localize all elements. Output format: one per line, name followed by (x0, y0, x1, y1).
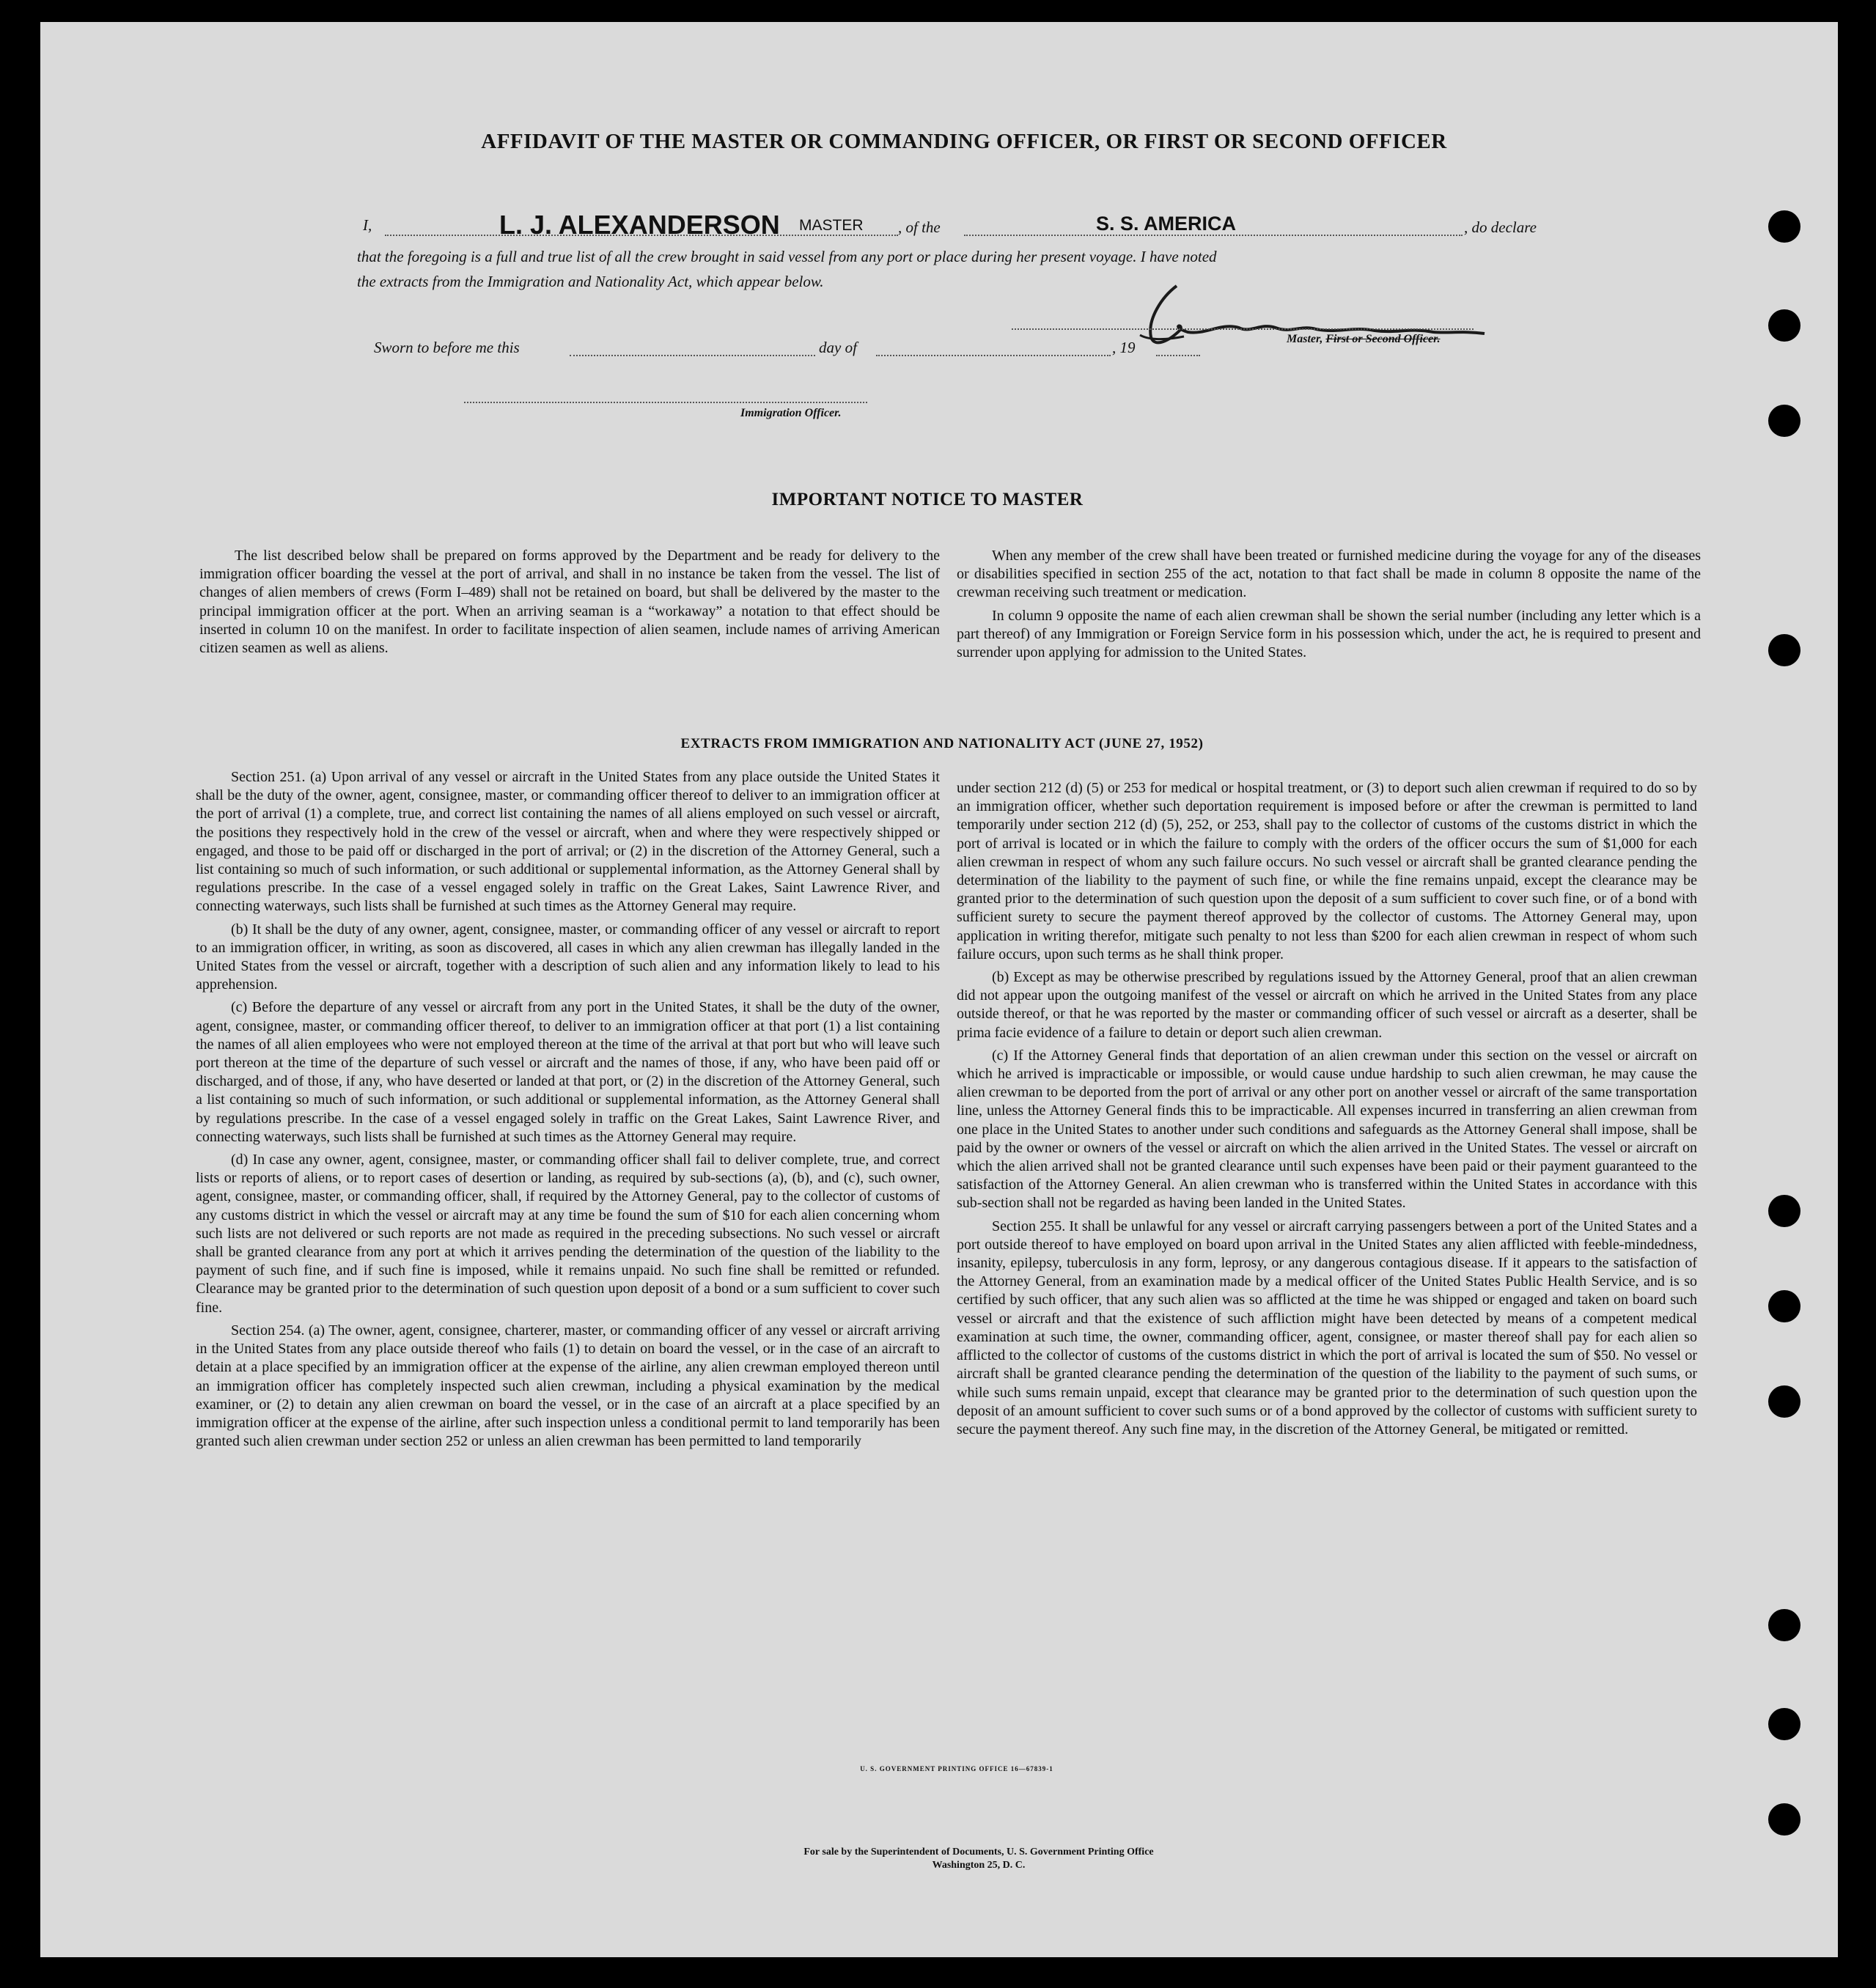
sworn-label: Sworn to before me this (374, 339, 520, 356)
notice-left-column (199, 547, 940, 658)
notice-left-paragraph: The list described below shall be prepared on forms approved by the Department and be ready for delivery to the immigration officer boarding the vessel at the port of arrival, and shall in no instance be taken from the vessel. The list of changes of alien members of crews (Form I–489) shall not be retained on board, but shall be delivered by the master to the principal immigration officer at the port. When an arriving seaman is a “workaway” a notation to that effect should be inserted in column 10 on the manifest. In order to facilitate inspection of alien seamen, include names of arriving American citizen seamen as well as aliens. (199, 548, 940, 657)
affidavit-title: AFFIDAVIT OF THE MASTER OR COMMANDING OFFICER, OR FIRST OR SECOND OFFICER (481, 130, 1447, 153)
binder-hole (1768, 1803, 1800, 1836)
signature-caption: Master, First or Second Officer. (1287, 333, 1441, 345)
extract-paragraph: (c) Before the departure of any vessel or aircraft from any port in the United States, it shall be the duty of the owner, agent, consignee, master, or commanding officer thereof, to deliver to an immigration officer at that port (1) a list containing the names of all alien employees who were not employed thereon at the time of the arrival at that port but who will leave such port thereon at the time of the departure of such vessel or aircraft and the names of those, if any, who have been paid off or discharged, and of those, if any, who have deserted or landed at that port, or (2) in the discretion of the Attorney General, such a list containing so much of such information, or such additional or supplemental information, as the Attorney General shall by regulations prescribe. In the case of a vessel engaged solely in traffic on the Great Lakes, Saint Lawrence River, and connecting waterways, such lists shall be furnished at such times as the Attorney General may require. (196, 999, 940, 1145)
notice-right-column (957, 547, 1701, 662)
notice-right-paragraph: In column 9 opposite the name of each alien crewman shall be shown the serial number (including any letter which is a part thereof) of any Immigration or Foreign Service form in his possession which, under the act, he is required to present and surrender upon applying for admission to the United States. (957, 607, 1701, 661)
officer-name: L. J. ALEXANDERSON (499, 210, 780, 240)
day-of-label: day of (819, 339, 857, 356)
extracts-right-column (957, 779, 1697, 1439)
binder-hole (1768, 1708, 1800, 1740)
affidavit-line-3: the extracts from the Immigration and Nationality Act, which appear below. (357, 273, 824, 290)
officer-rank: MASTER (799, 217, 864, 234)
footer-line-2: Washington 25, D. C. (932, 1860, 1026, 1871)
extract-paragraph: (b) Except as may be otherwise prescribed by regulations issued by the Attorney General, proof that an alien crewman did not appear upon the outgoing manifest of the vessel or aircraft on which he arrived in the United States from any place outside thereof, or that he was reported by the master or commanding officer of such vessel or aircraft as a deserter, shall be prima facie evidence of a failure to detain or deport such alien crewman. (957, 969, 1697, 1041)
vessel-name: S. S. AMERICA (1096, 213, 1237, 235)
affidavit-line-2: that the foregoing is a full and true list of all the crew brought in said vessel from any port or place during her present voyage. I have noted (357, 248, 1217, 265)
immigration-officer-line (464, 402, 867, 403)
sworn-day-line (570, 355, 815, 356)
binder-hole (1768, 309, 1800, 342)
extracts-heading: EXTRACTS FROM IMMIGRATION AND NATIONALITY ACT (JUNE 27, 1952) (680, 736, 1204, 751)
notice-right-paragraph: When any member of the crew shall have been treated or furnished medicine during the voyage for any of the diseases or disabilities specified in section 255 of the act, notation to that fact shall be made in column 8 opposite the name of the crewman receiving such treatment or medication. (957, 548, 1701, 601)
footer-line-1: For sale by the Superintendent of Documents, U. S. Government Printing Office (803, 1847, 1154, 1858)
extract-paragraph: (d) In case any owner, agent, consignee, master, or commanding officer shall fail to deliver complete, true, and correct lists or reports of aliens, or to report cases of desertion or landing, as required by sub-sections (a), (b), and (c), such owner, agent, consignee, master, or commanding officer, shall, if required by the Attorney General, pay to the collector of customs of any customs district in which the vessel or aircraft may at any time be found the sum of $10 for each alien concerning whom such lists are not delivered or such reports are not made as required in the preceding subsections. No such vessel or aircraft shall be granted clearance from any port at which it arrives pending the determination of the question of the liability to the payment of such fine, and if such fine is imposed, while it remains unpaid. No such fine shall be remitted or refunded. Clearance may be granted prior to the determination of such question upon deposit of a bond or a sum sufficient to cover such fine. (196, 1152, 940, 1316)
binder-hole (1768, 405, 1800, 437)
document-page (40, 22, 1838, 1957)
sworn-month-line (876, 355, 1111, 356)
extract-paragraph: under section 212 (d) (5) or 253 for medical or hospital treatment, or (3) to deport such alien crewman if required to do so by an immigration officer, whether such deportation requirement is imposed before or after the crewman is permitted to land temporarily under section 212 (d) (5), 252, or 253, shall pay to the collector of customs of the customs district in which the port of arrival is located or in which the failure to comply with the orders of the officer occurs the sum of $1,000 for each alien crewman in respect of whom any such failure occurs. No such vessel or aircraft shall be granted clearance pending the determination of the liability to the payment of such fine, or while the fine remains unpaid, except the clearance may be granted prior to the determination of such question upon the deposit of a sum sufficient to cover such fine, or of a bond with sufficient surety to secure the payment thereof approved by the collector of customs. The Attorney General may, upon application in writing therefor, mitigate such penalty to not less than $200 for each alien crewman in respect of whom such failure occurs, upon such terms as he shall think proper. (957, 780, 1697, 962)
extract-paragraph: Section 255. It shall be unlawful for any vessel or aircraft carrying passengers between a port of the United States and a port outside thereof to have employed on board upon arrival in the United States any alien afflicted with feeble-mindedness, insanity, epilepsy, tuberculosis in any form, leprosy, or any dangerous contagious disease. If it appears to the satisfaction of the Attorney General, from an examination made by a medical officer of the United States Public Health Service, and is so certified by such officer, that any such alien was so afflicted at the time he was shipped or engaged and taken on board such vessel or aircraft and that the existence of such affliction might have been detected by means of a competent medical examination at such time, the owner, commanding officer, agent, consignee, or master thereof shall pay for each alien so afflicted to the collector of customs of the customs district in which the port of arrival is located the sum of $50. No vessel or aircraft shall be granted clearance pending the determination of the question of the liability to the payment of such sums, or while such sums remain unpaid, except that clearance may be granted prior to the determination of such question upon the deposit of an amount sufficient to cover such sums or of a bond approved by the collector of customs with sufficient surety to secure the payment thereof. Any such fine may, in the discretion of the Attorney General, be mitigated or remitted. (957, 1218, 1697, 1437)
signature-line (1012, 328, 1474, 330)
extracts-left-column (196, 768, 940, 1451)
binder-hole (1768, 1609, 1800, 1641)
binder-hole (1768, 210, 1800, 243)
binder-hole (1768, 1385, 1800, 1418)
immigration-officer-label: Immigration Officer. (740, 407, 842, 419)
binder-hole (1768, 634, 1800, 666)
sworn-year-line (1156, 355, 1200, 356)
notice-heading: IMPORTANT NOTICE TO MASTER (771, 490, 1084, 509)
of-the-label: , of the (898, 218, 941, 236)
binder-hole (1768, 1290, 1800, 1322)
extract-paragraph: Section 251. (a) Upon arrival of any vessel or aircraft in the United States from any place outside the United States it shall be the duty of the owner, agent, consignee, master, or commanding officer thereof to deliver to an immigration officer at the port of arrival (1) a complete, true, and correct list containing the names of all aliens employed on such vessel or aircraft, the positions they respectively hold in the crew of the vessel or aircraft, when and where they were respectively shipped or engaged, and those to be paid off or discharged in the port of arrival; or (2) in the discretion of the Attorney General, such a list containing so much of such information, or such additional or supplemental information, as the Attorney General shall by regulations prescribe. In the case of a vessel engaged solely in traffic on the Great Lakes, Saint Lawrence River, and connecting waterways, such lists shall be furnished at such times as the Attorney General may require. (196, 769, 940, 915)
i-label: I, (363, 216, 372, 234)
printer-line: U. S. GOVERNMENT PRINTING OFFICE 16—67839-1 (860, 1765, 1053, 1772)
binder-hole (1768, 1195, 1800, 1227)
declare-label: , do declare (1464, 218, 1537, 236)
footer (685, 1846, 1272, 1872)
extract-paragraph: (b) It shall be the duty of any owner, agent, consignee, master, or commanding officer of any vessel or aircraft to report to an immigration officer, in writing, as soon as discovered, all cases in which any alien crewman has illegally landed in the United States from the vessel or aircraft, together with a description of such alien and any information likely to lead to his apprehension. (196, 921, 940, 993)
extract-paragraph: (c) If the Attorney General finds that deportation of an alien crewman under this section on the vessel or aircraft on which he arrived is impracticable or impossible, or would cause undue hardship to such alien crewman, he may cause the alien crewman to be deported from the port of arrival or any other port on another vessel or aircraft of the same transportation line, unless the Attorney General finds this to be impracticable. All expenses incurred in transferring an alien crewman from one place in the United States to another under such conditions and safeguards as the Attorney General shall impose, shall be paid by the owner or owners of the vessel or aircraft on which the alien arrived in the United States. The vessel or aircraft on which the alien arrived shall not be granted clearance until such expenses have been paid or their payment guaranteed to the satisfaction of the Attorney General. An alien crewman who is transferred within the United States in accordance with this sub-section shall not be regarded as having been landed in the United States. (957, 1047, 1697, 1212)
extract-paragraph: Section 254. (a) The owner, agent, consignee, charterer, master, or commanding officer of any vessel or aircraft arriving in the United States from any place outside thereof who fails (1) to detain on board the vessel, or in the case of an aircraft to detain at a place specified by an immigration officer at the expense of the airline, any alien crewman employed thereon until an immigration officer has completely inspected such alien crewman, including a physical examination by the medical examiner, or (2) to detain any alien crewman on board the vessel, or in the case of an aircraft at a place specified by an immigration officer at the expense of the airline, after such inspection unless a conditional permit to land temporarily has been granted such alien crewman under section 252 or unless an alien crewman has been permitted to land temporarily (196, 1322, 940, 1450)
year-label: , 19 (1112, 339, 1136, 356)
